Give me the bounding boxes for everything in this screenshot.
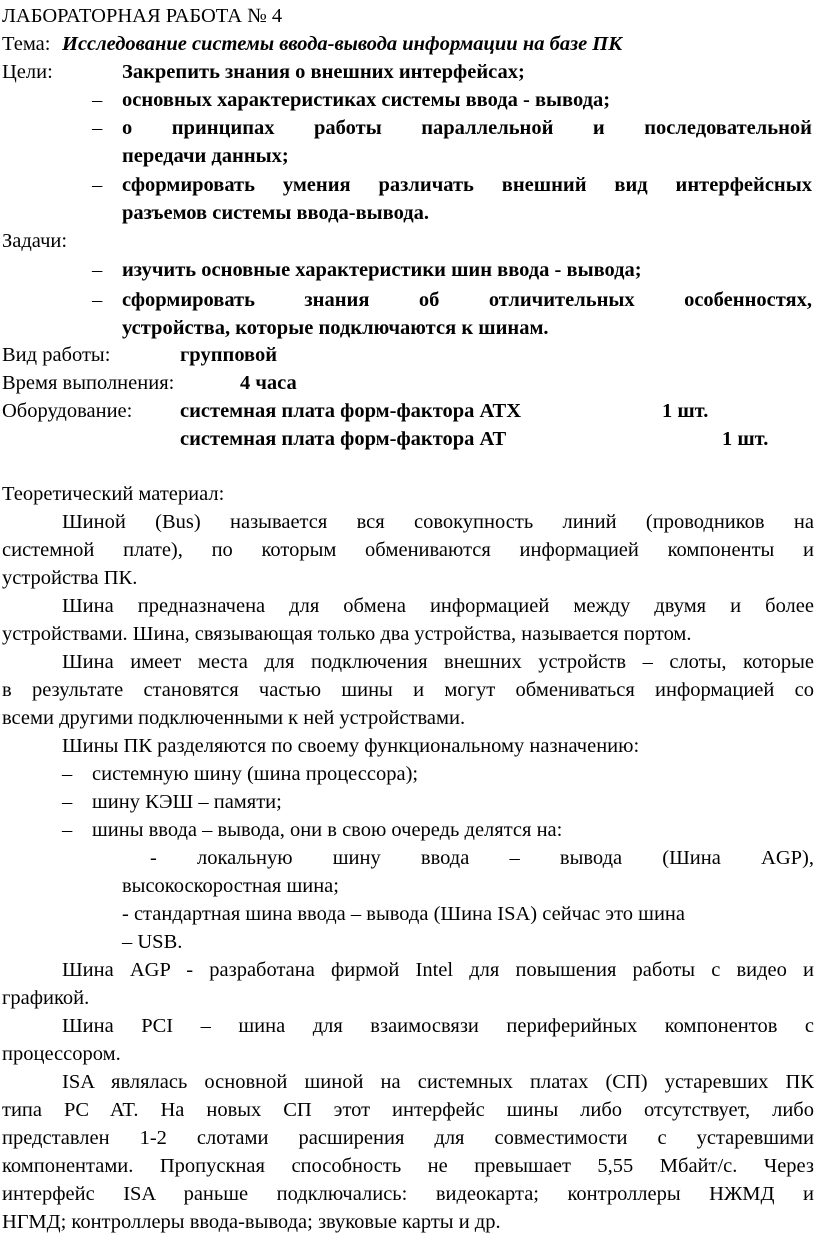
bus-list-item: шину КЭШ – памяти;	[92, 791, 282, 813]
dash-icon: –	[92, 174, 103, 196]
dash-icon: –	[62, 819, 73, 841]
duration-value: 4 часа	[240, 372, 297, 394]
goal-item: сформировать умения различать внешний вид интерфейсных	[122, 174, 812, 196]
equipment-label: Оборудование:	[2, 400, 133, 422]
paragraph-line: интерфейс ISA раньше подключались: видеокарта; контроллеры НЖМД и	[2, 1183, 814, 1205]
bus-list-item: системную шину (шина процессора);	[92, 763, 419, 785]
bus-list-item: шины ввода – вывода, они в свою очередь делятся на:	[92, 819, 563, 841]
duration-label: Время выполнения:	[2, 372, 175, 394]
sub-list-item-cont: высокоскоростная шина;	[122, 875, 339, 897]
paragraph-line: в результате становятся частью шины и могут обмениваться информацией со	[2, 679, 814, 701]
goals-label: Цели:	[2, 61, 53, 83]
goal-item: о принципах работы параллельной и последовательной	[122, 117, 812, 139]
paragraph-line: Шина предназначена для обмена информацией между двумя и более	[62, 595, 814, 617]
paragraph-line: НГМД; контроллеры ввода-вывода; звуковые карты и др.	[2, 1211, 501, 1233]
paragraph-line: устройства ПК.	[2, 567, 138, 589]
equipment-item-name: системная плата форм-фактора АТ	[180, 428, 507, 450]
topic-label: Тема:	[2, 33, 51, 55]
paragraph-line: системной плате), по которым обмениваются информацией компоненты и	[2, 539, 814, 561]
paragraph-line: Шины ПК разделяются по своему функциональному назначению:	[62, 735, 640, 757]
goal-item-cont: разъемов системы ввода-вывода.	[122, 202, 430, 224]
paragraph-line: графикой.	[2, 987, 90, 1009]
theory-heading: Теоретический материал:	[2, 483, 225, 505]
goal-item-cont: передачи данных;	[122, 145, 289, 167]
dash-icon: –	[62, 763, 73, 785]
paragraph-line: компонентами. Пропускная способность не превышает 5,55 Мбайт/с. Через	[2, 1155, 814, 1177]
lab-title: ЛАБОРАТОРНАЯ РАБОТА № 4	[2, 5, 283, 27]
dash-icon: –	[92, 117, 103, 139]
sub-list-item-cont: – USB.	[122, 931, 183, 953]
task-item: изучить основные характеристики шин ввода - вывода;	[122, 259, 642, 281]
equipment-item-qty: 1 шт.	[662, 400, 709, 422]
paragraph-line: процессором.	[2, 1043, 121, 1065]
equipment-item-qty: 1 шт.	[722, 428, 769, 450]
task-item-cont: устройства, которые подключаются к шинам.	[122, 317, 549, 339]
paragraph-line: Шина PCI – шина для взаимосвязи периферийных компонентов с	[62, 1015, 814, 1037]
paragraph-line: всеми другими подключенными к ней устройствами.	[2, 707, 466, 729]
work-type-value: групповой	[180, 344, 278, 366]
paragraph-line: Шина имеет места для подключения внешних устройств – слоты, которые	[62, 651, 814, 673]
goal-item: основных характеристиках системы ввода - вывода;	[122, 89, 611, 111]
paragraph-line: ISA являлась основной шиной на системных платах (СП) устаревших ПК	[62, 1071, 814, 1093]
work-type-label: Вид работы:	[2, 344, 111, 366]
sub-list-item: - стандартная шина ввода – вывода (Шина ISA) сейчас это шина	[122, 903, 685, 925]
topic-value: Исследование системы ввода-вывода информации на базе ПК	[62, 33, 623, 55]
dash-icon: –	[62, 791, 73, 813]
sub-list-item: - локальную шину ввода – вывода (Шина AGP),	[150, 847, 814, 869]
equipment-item-name: системная плата форм-фактора АТХ	[180, 400, 522, 422]
paragraph-line: типа PC AT. На новых СП этот интерфейс шины либо отсутствует, либо	[2, 1099, 814, 1121]
dash-icon: –	[92, 289, 103, 311]
paragraph-line: устройствами. Шина, связывающая только два устройства, называется портом.	[2, 623, 692, 645]
dash-icon: –	[92, 89, 103, 111]
paragraph-line: Шина AGP - разработана фирмой Intel для повышения работы с видео и	[62, 959, 814, 981]
task-item: сформировать знания об отличительных особенностях,	[122, 289, 812, 311]
paragraph-line: представлен 1-2 слотами расширения для совместимости с устаревшими	[2, 1127, 814, 1149]
goals-intro: Закрепить знания о внешних интерфейсах;	[122, 61, 525, 83]
tasks-label: Задачи:	[2, 230, 68, 252]
paragraph-line: Шиной (Bus) называется вся совокупность линий (проводников на	[62, 511, 814, 533]
dash-icon: –	[92, 259, 103, 281]
